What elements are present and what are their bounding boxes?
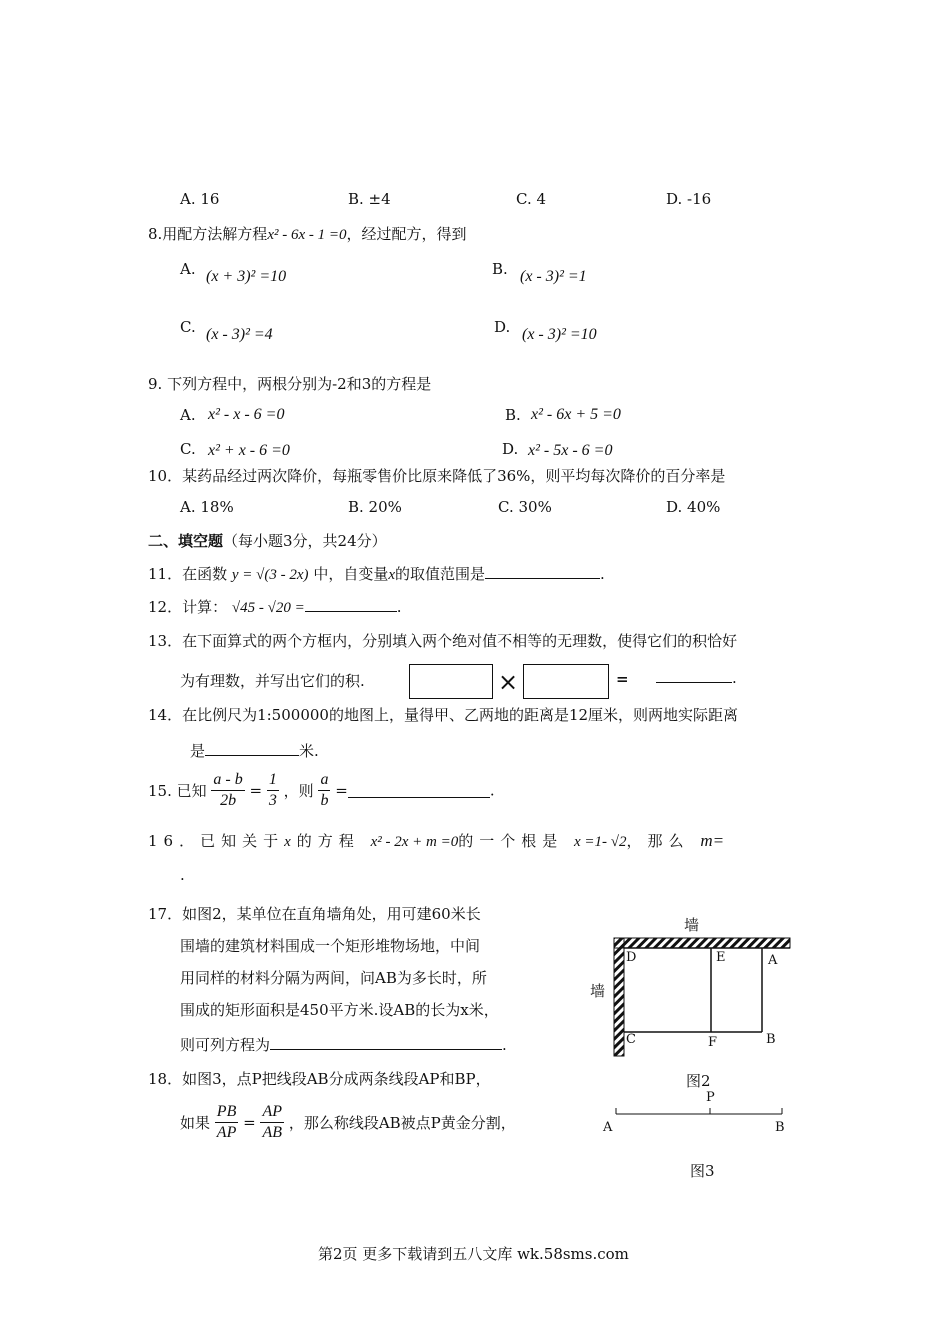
q17-line4: 围成的矩形面积是450平方米.设AB的长为x米， [180,1001,499,1019]
q17-end: . [502,1036,507,1054]
q13-input-box-2[interactable] [523,664,609,699]
q16-mid1: 的方程 [296,832,360,850]
q7-option-b: B. ±4 [348,190,391,208]
fig2-label-a: A [768,953,778,968]
q11-pre: 11．在函数 [148,565,228,583]
q12-expr: √45 - √20 = [231,600,305,616]
left-wall-hatch [614,938,624,1056]
q18-fraction-1 [215,1102,239,1143]
q11-var: x [388,567,395,583]
q17-line5 [180,1034,507,1055]
q15-eq2: = [335,781,348,800]
q14-line2 [190,740,319,761]
q8-option-d [494,318,510,336]
q9-option-d [502,440,518,458]
q9-option-c [180,440,196,458]
q7-option-c: C. 4 [516,190,547,208]
q11-post: 的取值范围是 [395,565,486,583]
q8-b-label: B. [492,260,508,278]
q8-equation: x² - 6x - 1 =0 [267,227,347,243]
fig2-label-e: E [716,950,726,965]
q15-f2-den: 3 [268,792,277,809]
q11-expr: y = √(3 - 2x) [231,567,309,583]
q15-f1-num: a - b [211,770,244,791]
q9-stem: 9. 下列方程中，两根分别为-2和3的方程是 [148,375,432,393]
q17-line3: 用同样的材料分隔为两间，问AB为多长时，所 [180,969,487,987]
q13-input-box-1[interactable] [409,664,493,699]
q8-b-expr: (x - 3)² =1 [520,268,587,285]
q16-var: x [284,834,297,850]
fig3-label-p: P [706,1090,715,1105]
q15 [148,770,495,811]
q11-mid: 中，自变量 [313,565,389,583]
q12-pre: 12．计算： [148,598,228,616]
q18-fraction-2 [260,1102,284,1143]
figure-2-diagram [580,910,820,1060]
q8-option-c [180,318,196,336]
q9-c-label: C. [180,440,196,458]
section-heading [148,530,387,551]
top-wall-hatch [614,938,790,948]
section-note: （每小题3分，共24分） [223,532,387,550]
q17-line5-text: 则可列方程为 [180,1036,271,1054]
q18-eq: = [243,1113,256,1132]
q16-mid2: 的一个根是 [458,832,564,850]
q8-c-expr: (x - 3)² =4 [206,326,273,343]
q15-end: . [489,781,495,800]
fig2-label-d: D [626,950,637,965]
fig3-caption: 图3 [690,1162,715,1180]
q15-fraction-3 [318,770,330,811]
q16-expr: x² - 2x + m =0 [370,834,459,850]
q15-f3-den: b [320,792,329,809]
q8-d-label: D. [494,318,511,336]
page-footer: 第2页 更多下载请到五八文库 wk.58sms.com [318,1245,629,1263]
q15-f1-den: 2b [220,792,237,809]
q13-equals-sign: = [616,670,629,688]
q16-m: m= [700,831,725,850]
fig3-label-b: B [775,1120,785,1135]
q12 [148,596,402,617]
q9-b-expr: x² - 6x + 5 =0 [531,406,621,423]
q8-option-a [180,260,196,278]
q11 [148,563,605,584]
fig3-label-a: A [603,1120,613,1135]
q15-f3-num: a [318,770,330,791]
fig2-wall-left-label: 墙 [590,982,606,1000]
fig2-label-b: B [766,1032,776,1047]
q9-a-expr: x² - x - 6 =0 [208,406,285,423]
q10-option-a: A. 18% [180,498,234,516]
q17-line2: 围墙的建筑材料围成一个矩形堆物场地，中间 [180,937,481,955]
q15-f2-num: 1 [267,770,279,791]
q15-fraction-2 [267,770,279,811]
q18-f1-num: PB [215,1102,239,1123]
q13-end: . [732,669,737,687]
q16-end: . [180,866,185,884]
q9-option-b [505,406,521,424]
q18-f2-num: AP [260,1102,284,1123]
q8-d-expr: (x - 3)² =10 [522,326,597,343]
q8-a-label: A. [180,260,196,278]
q11-end: . [600,565,605,583]
q14-pre: 是 [190,742,206,760]
q9-option-a [180,406,196,424]
q8-stem-tail: ，经过配方，得到 [346,225,467,243]
q18-f2-den: AB [262,1124,283,1141]
q9-d-expr: x² - 5x - 6 =0 [528,442,613,459]
q14-answer-blank[interactable] [205,741,299,756]
q13-times-sign: × [498,668,519,696]
q8-stem-text: 8.用配方法解方程 [148,225,268,243]
q14-line1: 14．在比例尺为1:500000的地图上，量得甲、乙两地的距离是12厘米，则两地实际距离 [148,706,739,724]
q7-option-d: D. -16 [666,190,712,208]
q12-end: . [396,598,402,616]
q8-stem [148,223,467,244]
q9-c-expr: x² + x - 6 =0 [208,442,290,459]
fig2-caption: 图2 [686,1072,711,1090]
q10-option-d: D. 40% [666,498,721,516]
q8-c-label: C. [180,318,196,336]
q11-answer-blank[interactable] [485,564,600,579]
q14-post: 米. [299,742,319,760]
q15-mid: ，则 [283,782,314,800]
fig2-label-c: C [626,1032,636,1047]
q8-a-expr: (x + 3)² =10 [206,268,287,285]
q8-option-b [492,260,508,278]
fig2-wall-top-label: 墙 [684,916,700,934]
q15-pre: 15. 已知 [148,782,207,800]
q7-option-a: A. 16 [180,190,220,208]
q17-answer-blank[interactable] [270,1035,502,1050]
q13-line1: 13．在下面算式的两个方框内，分别填入两个绝对值不相等的无理数，使得它们的积恰好 [148,632,738,650]
q16-root: x =1- √2 [574,834,627,850]
q18-pre: 如果 [180,1114,211,1132]
q10-option-b: B. 20% [348,498,402,516]
q13-line2: 为有理数，并写出它们的积. [180,672,365,690]
q18-line2 [180,1102,516,1143]
q13-answer [656,668,737,687]
q15-fraction-1 [211,770,244,811]
section-title: 二、填空题 [148,532,224,550]
q15-eq1: = [249,781,263,800]
q18-f1-den: AP [216,1124,237,1141]
q16-pre: 16．已知关于 [148,832,285,850]
figure-3-diagram [600,1100,800,1130]
q10-stem: 10．某药品经过两次降价，每瓶零售价比原来降低了36%，则平均每次降价的百分率是 [148,467,726,485]
q16-mid3: ，那么 [626,832,690,850]
fig2-label-f: F [708,1035,718,1050]
q18-post: ，那么称线段AB被点P黄金分割， [288,1114,516,1132]
q13-answer-blank[interactable] [656,668,732,683]
q9-b-label: B. [505,406,521,424]
q15-answer-blank[interactable] [348,783,490,798]
q9-d-label: D. [502,440,519,458]
q17-line1: 17．如图2，某单位在直角墙角处，用可建60米长 [148,905,481,923]
q18-line1: 18．如图3，点P把线段AB分成两条线段AP和BP， [148,1070,491,1088]
q9-a-label: A. [180,406,196,424]
q16 [148,830,724,851]
q12-answer-blank[interactable] [305,597,397,612]
q10-option-c: C. 30% [498,498,552,516]
